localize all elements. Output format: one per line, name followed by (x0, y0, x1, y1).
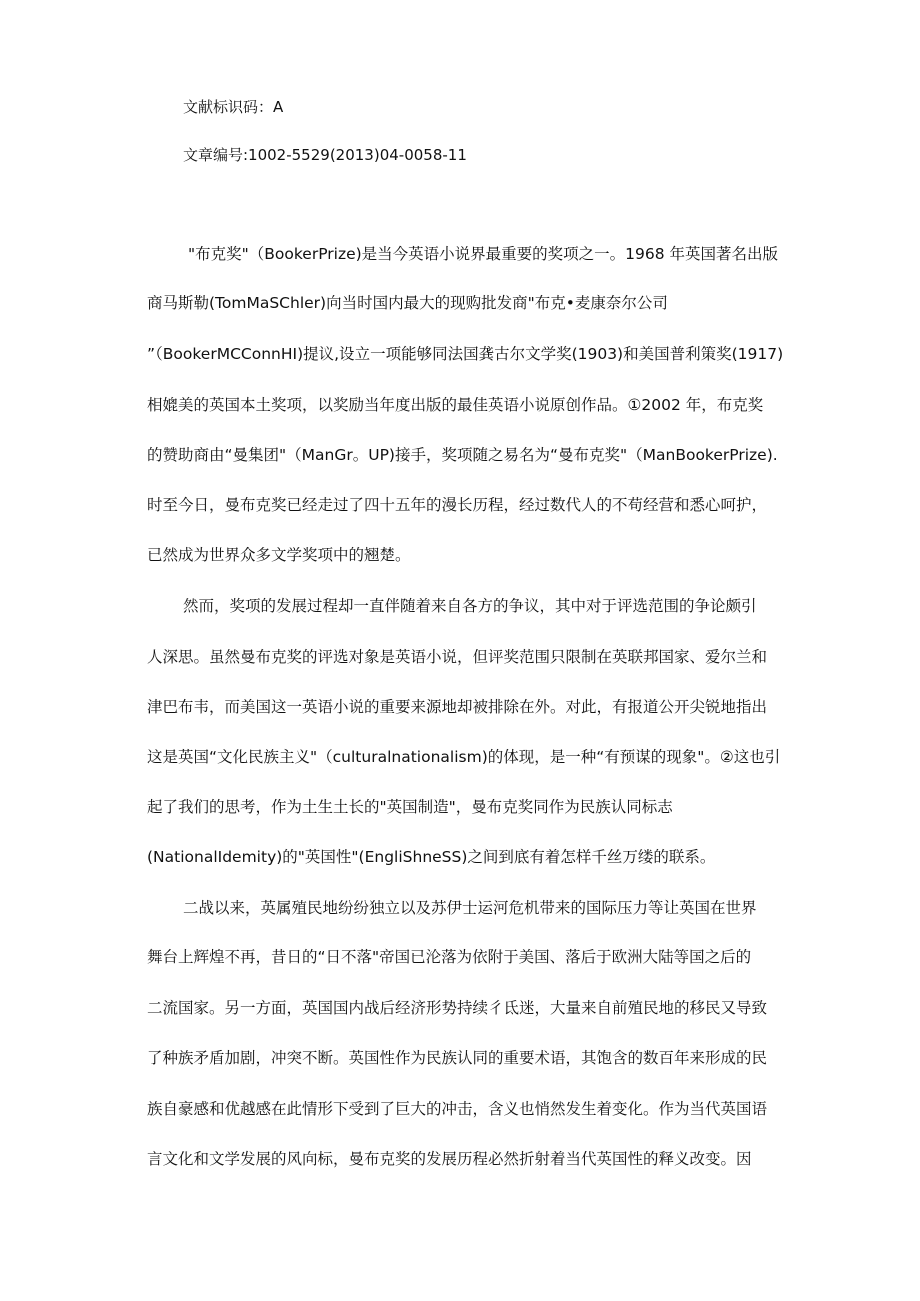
article-number: 文章编号:1002-5529(2013)04-0058-11 (183, 146, 467, 164)
paragraph-line: 然而，奖项的发展过程却一直伴随着来自各方的争议，其中对于评选范围的争论颇引 (183, 597, 757, 615)
paragraph-line: ”（BookerMCConnHI)提议,设立一项能够同法国龚古尔文学奖(1903)和美国普利策奖(1917) (147, 345, 784, 363)
paragraph-line: 时至今日，曼布克奖已经走过了四十五年的漫长历程，经过数代人的不苟经营和悉心呵护， (147, 496, 768, 514)
document-classification-code: 文献标识码：A (183, 98, 284, 116)
paragraph-line: 二战以来，英属殖民地纷纷独立以及苏伊士运河危机带来的国际压力等让英国在世界 (183, 899, 757, 917)
paragraph-line: 相媲美的英国本土奖项，以奖励当年度出版的最佳英语小说原创作品。①2002 年，布克奖 (147, 396, 764, 414)
paragraph-line: (NationalIdemity)的"英国性"(EngliShneSS)之间到底有着怎样千丝万缕的联系。 (147, 848, 716, 866)
paragraph-line: 族自豪感和优越感在此情形下受到了巨大的冲击，含义也悄然发生着变化。作为当代英国语 (147, 1100, 768, 1118)
paragraph-line: 已然成为世界众多文学奖项中的翘楚。 (147, 546, 411, 564)
paragraph-line: 这是英国“文化民族主义"（culturalnationalism)的体现，是一种“有预谋的现象"。②这也引 (147, 748, 781, 766)
paragraph-line: 起了我们的思考，作为土生土长的"英国制造"，曼布克奖同作为民族认同标志 (147, 798, 673, 816)
paragraph-line: 津巴布韦，而美国这一英语小说的重要来源地却被排除在外。对此，有报道公开尖锐地指出 (147, 698, 768, 716)
paragraph-line: "布克奖"（BookerPrize)是当今英语小说界最重要的奖项之一。1968 年英国著名出版 (188, 245, 779, 263)
paragraph-line: 舞台上辉煌不再，昔日的“日不落"帝国已沦落为依附于美国、落后于欧洲大陆等国之后的 (147, 948, 752, 966)
paragraph-line: 人深思。虽然曼布克奖的评选对象是英语小说，但评奖范围只限制在英联邦国家、爱尔兰和 (147, 648, 768, 666)
paragraph-line: 商马斯勒(TomMaSChler)向当时国内最大的现购批发商"布克•麦康奈尔公司 (147, 294, 668, 312)
paragraph-line: 二流国家。另一方面，英国国内战后经济形势持续彳氐迷，大量来自前殖民地的移民又导致 (147, 999, 768, 1017)
paragraph-line: 言文化和文学发展的风向标，曼布克奖的发展历程必然折射着当代英国性的释义改变。因 (147, 1150, 752, 1168)
paragraph-line: 了种族矛盾加剧，冲突不断。英国性作为民族认同的重要术语，其饱含的数百年来形成的民 (147, 1049, 768, 1067)
paragraph-line: 的赞助商由“曼集团"（ManGr。UP)接手，奖项随之易名为“曼布克奖"（ManBookerPrize). (147, 446, 778, 464)
